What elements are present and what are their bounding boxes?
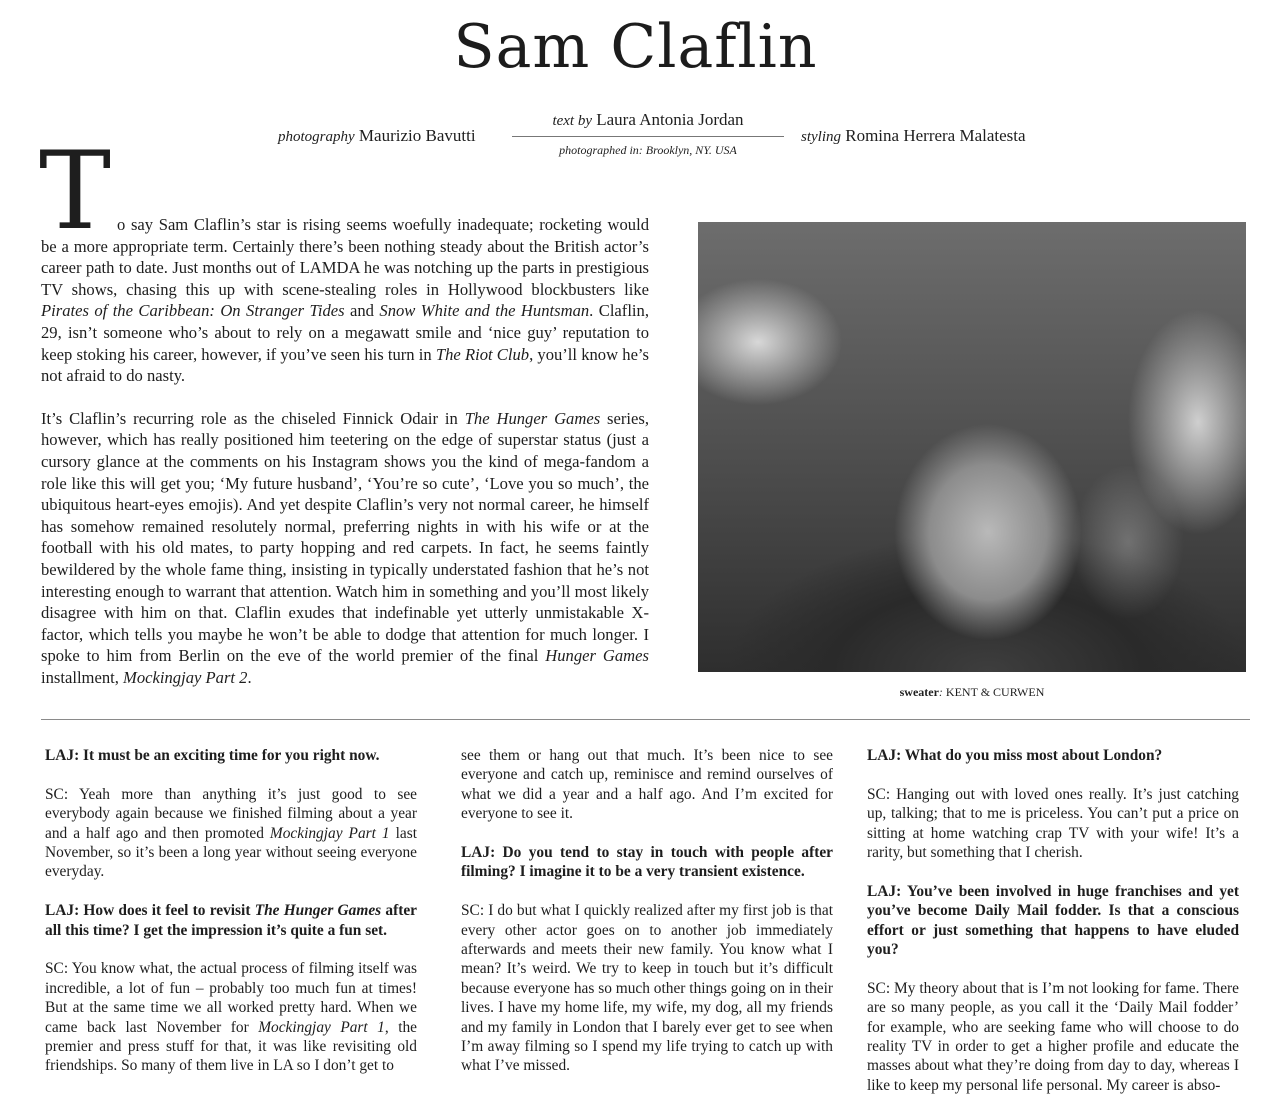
interview-answer	[461, 901, 833, 1076]
text-run: . Claflin, 29, isn’t someone who’s about to rely on a megawatt smile and ‘nice guy’ reputation to keep stoking his career, however, if you’ve seen his turn in	[41, 301, 649, 364]
italic-title: Mockingjay Part 1	[269, 824, 390, 842]
interview-answer	[867, 785, 1239, 863]
italic-title: Mockingjay Part 2	[123, 667, 248, 687]
italic-title: Pirates of the Caribbean: On Stranger Tides	[41, 301, 345, 321]
interview-question	[867, 882, 1239, 960]
stylist-name: Romina Herrera Malatesta	[845, 126, 1026, 145]
italic-title: The Hunger Games	[464, 408, 601, 428]
italic-title: Mockingjay Part 1	[258, 1018, 385, 1036]
text-run: after all this time? I get the impression it’s quite a fun set.	[45, 902, 417, 939]
interview-question	[867, 746, 1239, 765]
interview-answer	[45, 959, 417, 1075]
interview-answer	[867, 979, 1239, 1095]
styling-role: styling	[801, 129, 841, 145]
author-name: Laura Antonia Jordan	[596, 110, 744, 129]
interview-question	[461, 843, 833, 882]
location-credit: photographed in: Brooklyn, NY. USA	[559, 143, 737, 157]
text-run: LAJ: You’ve been involved in huge franchises and yet you’ve become Daily Mail fodder. Is that a conscious effort or just something that happens to have eluded you?	[867, 882, 1239, 959]
section-divider	[41, 719, 1250, 720]
photo-caption	[698, 685, 1246, 700]
interview-question	[45, 746, 417, 765]
intro-paragraph-1-text	[41, 215, 649, 385]
photography-credit	[278, 126, 476, 146]
caption-brand: KENT & CURWEN	[945, 685, 1045, 699]
text-run: installment,	[41, 667, 124, 687]
photographer-name: Maurizio Bavutti	[358, 126, 476, 145]
interview-question	[45, 901, 417, 940]
italic-title: The Riot Club	[435, 344, 530, 364]
text-run: series, however, which has really positioned him teetering on the edge of superstar status (just a cursory glance at the comments on his Instagram shows you the kind of mega-fandom a role like this will get you; ‘My future husband’, ‘You’re so cute’, ‘Love you so much’, the ubiquitous heart-eyes emojis). And yet despite Claflin’s very not normal career, he himself has somehow remained resolutely normal, preferring nights in with his wife or at the football with his old mates, to party hopping and red carpets. In fact, he seems faintly bewildered by the whole fame thing, insisting in typically understated fashion that he’s not interesting enough to warrant that attention. Watch him in something and you’ll most likely disagree with him on that. Claflin exudes that indefinable yet utterly unmistakable X-factor, which tells you maybe he won’t be able to dodge that attention for much longer. I spoke to him from Berlin on the eve of the world premier of the final	[41, 408, 649, 666]
text-run: SC: My theory about that is I’m not looking for fame. There are so many people, as you call it the ‘Daily Mail fodder’ for example, who are seeking fame who will choose to do reality TV in order to get a higher profile and educate the masses about what they’re doing from day to day, whereas I like to keep my personal life personal. My career is abso-	[867, 979, 1239, 1094]
interview-column-2	[461, 746, 833, 1095]
portrait-photo	[698, 222, 1246, 672]
drop-cap: T	[39, 129, 112, 254]
text-run: and	[344, 301, 380, 321]
text-run: SC: You know what, the actual process of filming itself was incredible, a lot of fun – probably too much fun at times! But at the same time we all worked pretty hard. When we came back last November for	[45, 960, 417, 1036]
caption-separator: :	[938, 685, 946, 699]
text-run: LAJ: It must be an exciting time for you right now.	[45, 747, 380, 764]
intro-paragraph-2	[41, 408, 649, 689]
text-run: , the premier and press stuff for that, it was like revisiting old friendships. So many of them live in LA so I don’t get to	[45, 1018, 418, 1075]
interview-answer	[461, 746, 833, 824]
caption-label: sweater	[899, 685, 939, 699]
text-run: last November, so it’s been a long year without seeing everyone everyday.	[45, 824, 417, 881]
text-run: , you’ll know he’s not afraid to do nasty.	[41, 344, 649, 386]
credit-divider	[512, 136, 784, 137]
text-run: o say Sam Claflin’s star is rising seems woefully inadequate; rocketing would be a more appropriate term. Certainly there’s been nothing steady about the British actor’s career path to date. Just months out of LAMDA he was notching up the parts in prestigious TV shows, chasing this up with scene-stealing roles in Hollywood blockbusters like	[41, 215, 649, 299]
dropcap-spacer	[41, 150, 649, 214]
interview-answer	[45, 785, 417, 882]
text-run: .	[247, 667, 252, 687]
article-title: Sam Claflin	[453, 12, 818, 82]
text-run: LAJ: Do you tend to stay in touch with people after filming? I imagine it to be a very transient existence.	[461, 844, 833, 881]
text-run: LAJ: How does it feel to revisit	[45, 902, 255, 920]
italic-title: Hunger Games	[545, 646, 649, 666]
styling-credit	[801, 126, 1026, 146]
text-run: It’s Claflin’s recurring role as the chiseled Finnick Odair in	[41, 408, 465, 428]
text-run: SC: Yeah more than anything it’s just good to see everybody again because we finished filming about a year and a half ago and then promoted	[45, 785, 417, 842]
text-run: LAJ: What do you miss most about London?	[867, 747, 1163, 764]
italic-title: The Hunger Games	[254, 902, 382, 920]
interview-column-1	[45, 746, 417, 1095]
text-run: SC: Hanging out with loved ones really. It’s just catching up, talking; that to me is priceless. You can’t put a price on sitting at home watching crap TV with your wife! It’s a rarity, but something that I cherish.	[867, 785, 1239, 862]
interview-column-3	[867, 746, 1239, 1115]
text-run: SC: I do but what I quickly realized after my first job is that every other actor goes on to another job immediately afterwards and meets their new family. You know what I mean? It’s weird. We try to keep in touch but it’s difficult because everyone has so much other things going on in their lives. I have my home life, my wife, my dog, all my friends and my family in London that I barely ever get to see when I’m away filming so I spend my life trying to catch up with what I’ve missed.	[461, 902, 833, 1075]
text-run: see them or hang out that much. It’s been nice to see everyone and catch up, reminisce and remind ourselves of what we did a year and a half ago. And I’m excited for everyone to see it.	[461, 747, 833, 823]
italic-title: Snow White and the Huntsman	[379, 301, 590, 321]
text-role: text by	[552, 113, 592, 129]
photography-role: photography	[278, 129, 355, 145]
